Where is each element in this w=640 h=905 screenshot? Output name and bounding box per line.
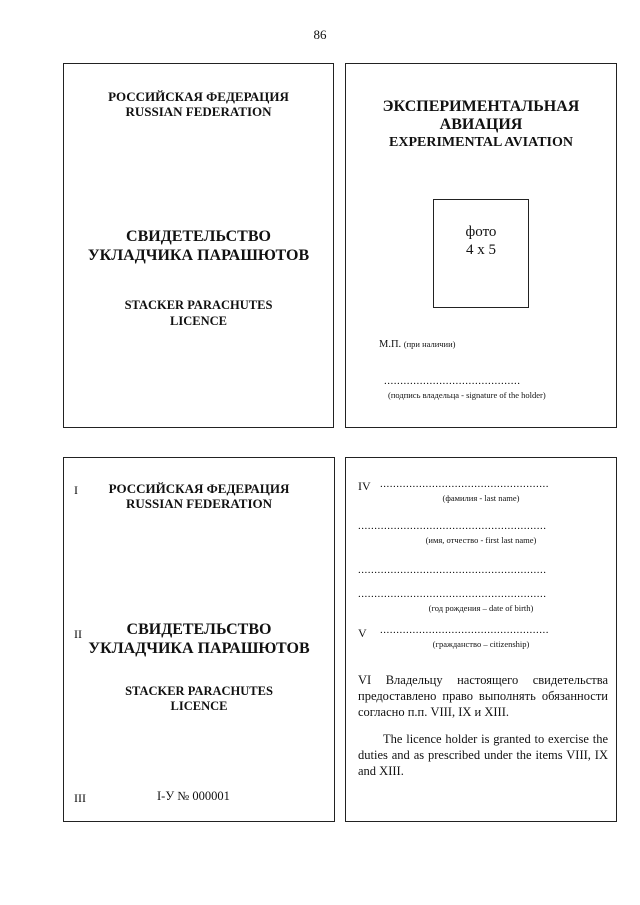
signature-dots: .......................................... — [384, 375, 521, 387]
country-ru: РОССИЙСКАЯ ФЕДЕРАЦИЯ — [108, 481, 290, 496]
signature-caption: (подпись владельца - signature of the holder) — [388, 390, 546, 400]
holder-details-panel — [345, 457, 617, 822]
title-ru-line1: СВИДЕТЕЛЬСТВО — [126, 621, 272, 638]
page-number: 86 — [313, 27, 327, 42]
caption-birth: (год рождения – date of birth) — [428, 603, 534, 613]
stamp-note: (при наличии) — [403, 339, 456, 349]
photo-label: фото — [465, 224, 497, 240]
licence-inner-panel — [63, 457, 335, 822]
birth-line: .......................................................... — [358, 588, 547, 600]
title-en-line1: STACKER PARACHUTES — [124, 298, 273, 312]
heading-ru-line2: АВИАЦИЯ — [439, 116, 523, 133]
title-ru-line2: УКЛАДЧИКА ПАРАШЮТОВ — [88, 640, 310, 657]
stamp-line — [379, 339, 456, 350]
heading-en: EXPERIMENTAL AVIATION — [389, 135, 573, 150]
title-en-line2: LICENCE — [170, 314, 227, 328]
caption-lastname: (фамилия - last name) — [442, 493, 520, 503]
roman-iv: IV — [358, 479, 371, 493]
caption-firstname: (имя, отчество - first last name) — [425, 535, 537, 545]
experimental-aviation-panel — [345, 63, 617, 428]
country-en: RUSSIAN FEDERATION — [125, 496, 273, 511]
roman-iii: III — [74, 791, 86, 805]
photo-size: 4 х 5 — [466, 242, 496, 258]
rights-paragraph-ru: VI Владельцу настоящего свидетельства предоставлено право выполнять обязанности согласно п.п. VIII, IX и XIII. — [358, 673, 608, 719]
title-ru-line1: СВИДЕТЕЛЬСТВО — [126, 228, 271, 245]
country-ru: РОССИЙСКАЯ ФЕДЕРАЦИЯ — [108, 89, 289, 104]
heading-ru-line1: ЭКСПЕРИМЕНТАЛЬНАЯ — [382, 98, 580, 115]
title-en-line1: STACKER PARACHUTES — [125, 684, 273, 698]
rights-paragraph-en: The licence holder is granted to exercise the duties and as prescribed under the items VIII, IX and XIII. — [358, 732, 608, 778]
roman-ii: II — [74, 627, 82, 641]
firstname-line: .......................................................... — [358, 520, 547, 532]
roman-i: I — [74, 483, 78, 497]
caption-citizenship: (гражданство – citizenship) — [432, 639, 530, 649]
extra-line: .......................................................... — [358, 564, 547, 576]
licence-cover-panel — [63, 63, 334, 428]
country-en: RUSSIAN FEDERATION — [125, 104, 272, 119]
licence-number: I-У № 000001 — [157, 789, 230, 803]
stamp-label: М.П. — [379, 339, 402, 350]
title-ru-line2: УКЛАДЧИКА ПАРАШЮТОВ — [87, 247, 310, 264]
lastname-line: .................................................... — [380, 478, 549, 490]
roman-v: V — [358, 626, 367, 640]
title-en-line2: LICENCE — [170, 699, 228, 713]
citizenship-line: .................................................... — [380, 624, 549, 636]
photo-box — [433, 199, 529, 308]
